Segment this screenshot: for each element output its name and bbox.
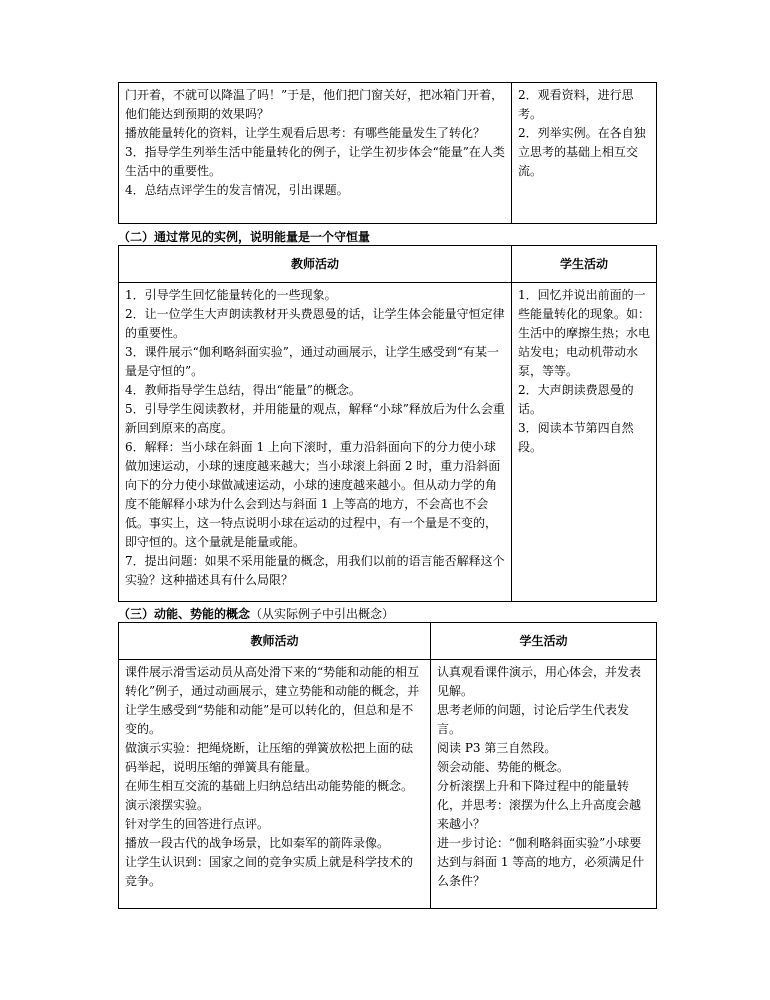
teacher-activity-item: 5．引导学生阅读教材，并用能量的观点，解释“小球”释放后为什么会重新回到原来的高度。 — [125, 402, 505, 435]
teacher-activity-item: 让学生认识到：国家之间的竞争实质上就是科学技术的竞争。 — [125, 855, 414, 888]
teacher-activity-header: 教师活动 — [119, 623, 431, 660]
conservation-activity-table — [118, 245, 657, 602]
student-activity-item: 2．观看资料，进行思考。 — [518, 88, 634, 121]
teacher-activity-item: 门开着，不就可以降温了吗！”于是，他们把门窗关好，把冰箱门开着，他们能达到预期的效果吗？ — [125, 88, 504, 121]
table-header-row — [119, 623, 657, 660]
student-activity-item: 2．大声朗读费恩曼的话。 — [518, 383, 634, 416]
student-activity-item: 进一步讨论：“伽利略斜面实验”小球要达到与斜面 1 等高的地方，必须满足什么条件？ — [437, 836, 645, 888]
student-activity-item: 3．阅读本节第四自然段。 — [518, 421, 634, 454]
table-row — [119, 83, 657, 224]
teacher-activity-item: 针对学生的回答进行点评。 — [125, 817, 270, 831]
section-heading: （三）动能、势能的概念（从实际例子中引出概念） — [118, 607, 395, 621]
student-activity-item: 2．列举实例。在各自独立思考的基础上相互交流。 — [518, 126, 646, 178]
teacher-activity-item: 播放一段古代的战争场景，比如秦军的箭阵录像。 — [125, 836, 390, 850]
student-activity-cell — [512, 283, 657, 602]
teacher-activity-item: 4．总结点评学生的发言情况，引出课题。 — [125, 183, 349, 197]
teacher-activity-item: 课件展示滑雪运动员从高处滑下来的“势能和动能的相互转化”例子，通过动画展示，建立势能和动能的概念，并让学生感受到“势能和动能”是可以转化的，但总和是不变的。 — [125, 665, 420, 736]
student-activity-item: 认真观看课件演示，用心体会，并发表见解。 — [437, 665, 642, 698]
teacher-activity-item: 3．指导学生列举生活中能量转化的例子，让学生初步体会“能量”在人类生活中的重要性。 — [125, 145, 505, 178]
student-activity-item: 分析滚摆上升和下降过程中的能量转化，并思考：滚摆为什么上升高度会越来越小？ — [437, 779, 642, 831]
student-activity-item: 阅读 P3 第三自然段。 — [437, 741, 557, 755]
table-header-row — [119, 246, 657, 283]
student-activity-item: 思考老师的问题，讨论后学生代表发言。 — [437, 703, 630, 736]
student-activity-item: 领会动能、势能的概念。 — [437, 760, 570, 774]
section-heading-note: （从实际例子中引出概念） — [250, 607, 395, 621]
teacher-activity-item: 4．教师指导学生总结，得出“能量”的概念。 — [125, 383, 361, 397]
table-row — [119, 660, 657, 909]
student-activity-header: 学生活动 — [512, 246, 657, 283]
kinetic-potential-activity-table — [118, 622, 657, 909]
teacher-activity-cell — [119, 660, 431, 909]
teacher-activity-item: 做演示实验：把绳烧断，让压缩的弹簧放松把上面的砝码举起，说明压缩的弹簧具有能量。 — [125, 741, 414, 774]
teacher-activity-cell — [119, 283, 512, 602]
student-activity-item: 1．回忆并说出前面的一些能量转化的现象。如：生活中的摩擦生热；水电站发电；电动机带动水泵，等等。 — [518, 288, 651, 378]
student-activity-cell — [512, 83, 657, 224]
section-heading: （二）通过常见的实例，说明能量是一个守恒量 — [118, 230, 371, 244]
teacher-activity-item: 2．让一位学生大声朗读教材开头费恩曼的话，让学生体会能量守恒定律的重要性。 — [125, 307, 505, 340]
teacher-activity-item: 播放能量转化的资料，让学生观看后思考：有哪些能量发生了转化？ — [125, 126, 486, 140]
student-activity-header: 学生活动 — [431, 623, 657, 660]
intro-activity-table — [118, 82, 657, 224]
teacher-activity-item: 7．提出问题：如果不采用能量的概念，用我们以前的语言能否解释这个实验？这种描述具有什么局限？ — [125, 554, 505, 587]
table-row — [119, 283, 657, 602]
student-activity-cell — [431, 660, 657, 909]
teacher-activity-cell — [119, 83, 512, 224]
teacher-activity-item: 1．引导学生回忆能量转化的一些现象。 — [125, 288, 337, 302]
teacher-activity-item: 6．解释：当小球在斜面 1 上向下滚时，重力沿斜面向下的分力使小球做加速运动，小球的速度越来越大；当小球滚上斜面 2 时，重力沿斜面向下的分力使小球做减速运动，小球的速度越来越小。但从动力学的角度不能解释小球为什么会到达与斜面 1 上等高的地方，不会高也不会低。事实上，这一特点说明小球在运动的过程中，有一个量是不变的，即守恒的。这个量就是能量或能。 — [125, 440, 501, 549]
teacher-activity-item: 演示滚摆实验。 — [125, 798, 210, 812]
teacher-activity-item: 3．课件展示“伽利略斜面实验”，通过动画展示，让学生感受到“有某一量是守恒的”。 — [125, 345, 500, 378]
teacher-activity-header: 教师活动 — [119, 246, 512, 283]
teacher-activity-item: 在师生相互交流的基础上归纳总结出动能势能的概念。 — [125, 779, 414, 793]
